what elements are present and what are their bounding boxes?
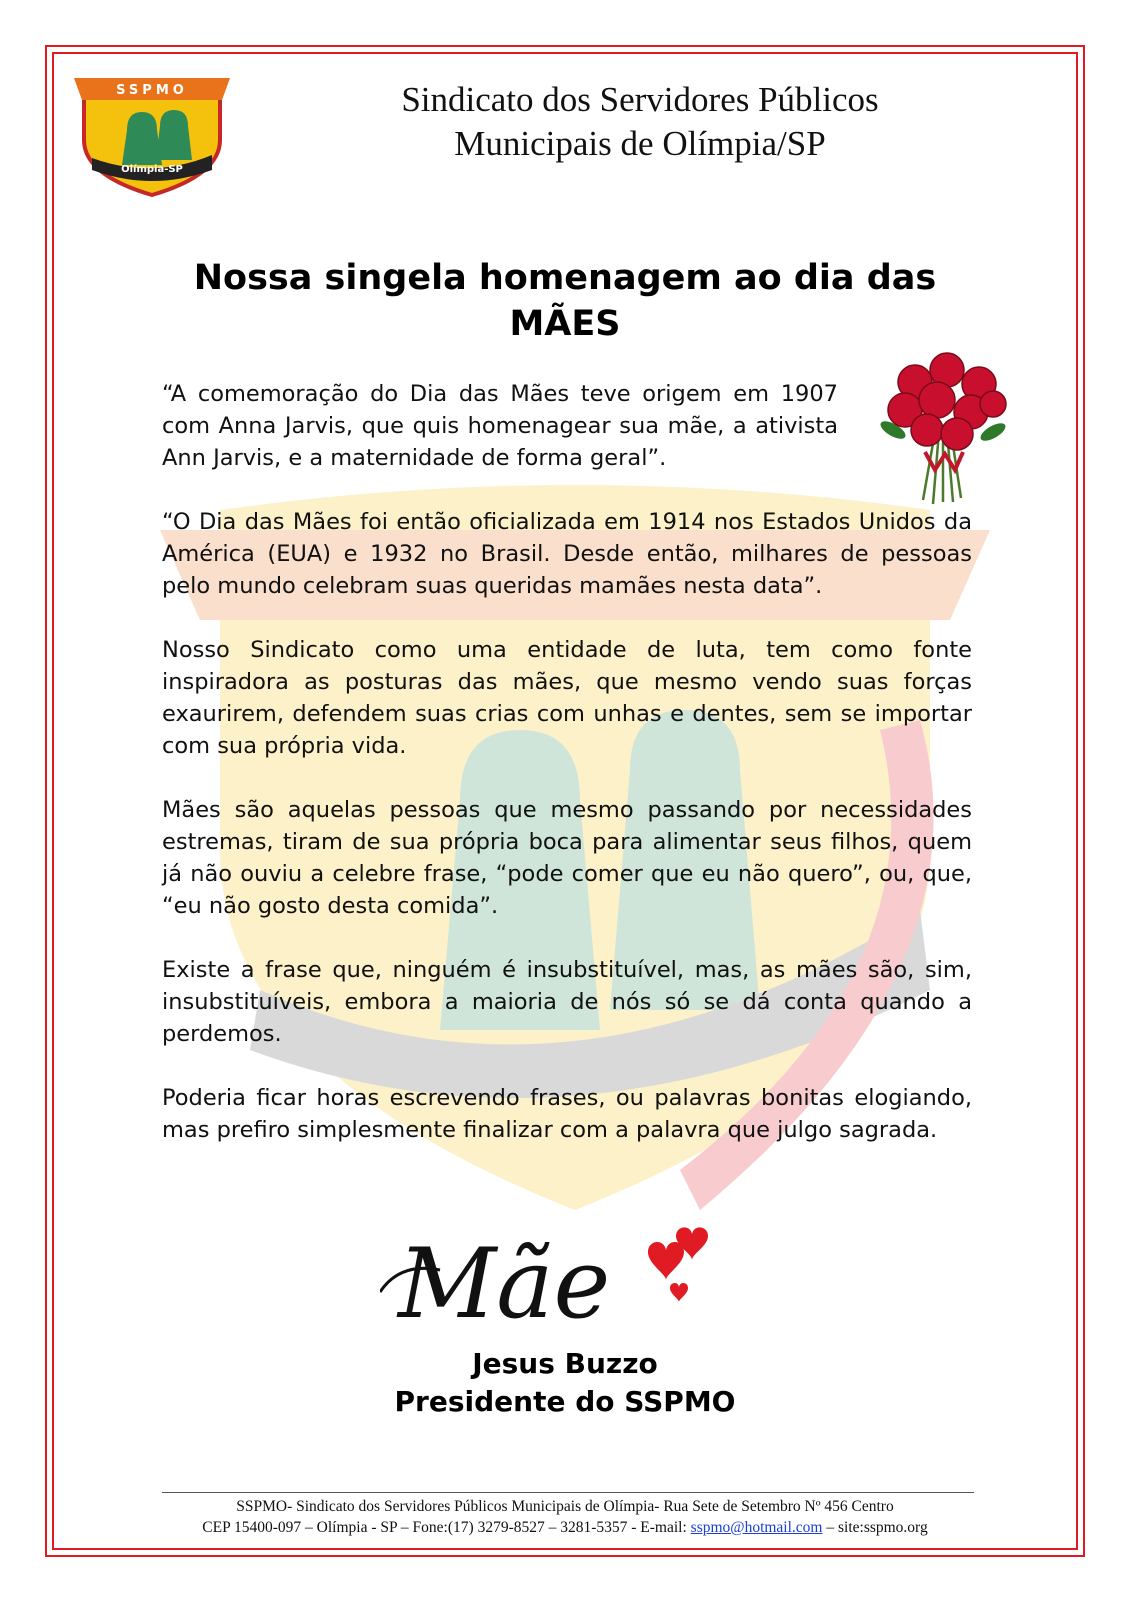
paragraph-1: “A comemoração do Dia das Mães teve origem em 1907 com Anna Jarvis, que quis homenagear sua mãe, a ativista Ann Jarvis, e a maternidade de forma geral”.	[162, 381, 838, 471]
signature-block	[300, 1345, 830, 1421]
logo-banner-text: SSPMO	[116, 83, 188, 98]
mae-logo	[380, 1222, 730, 1342]
paragraph-4: Mães são aquelas pessoas que mesmo passando por necessidades estremas, tiram de sua própria boca para alimentar seus filhos, quem já não ouviu a celebre frase, “pode comer que eu não quero”, ou, que, “eu não gosto desta comida”.	[162, 797, 972, 919]
paragraph-5: Existe a frase que, ninguém é insubstituível, mas, as mães são, sim, insubstituíveis, embora a maioria de nós só se dá conta quando a perdemos.	[162, 957, 972, 1047]
mae-word: Mãe	[398, 1228, 611, 1340]
footer-email-link[interactable]: sspmo@hotmail.com	[690, 1519, 823, 1536]
footer-address: SSPMO- Sindicato dos Servidores Públicos Municipais de Olímpia- Rua Sete de Setembro Nº 456 Centro	[236, 1498, 894, 1515]
body-text	[162, 378, 972, 1178]
footer-contact-prefix: CEP 15400-097 – Olímpia - SP – Fone:(17) 3279-8527 – 3281-5357 - E-mail:	[202, 1519, 691, 1536]
footer-site: – site:sspmo.org	[822, 1519, 928, 1536]
hearts-icon	[648, 1227, 708, 1302]
title-line2: MÃES	[509, 304, 621, 344]
signer-role: Presidente do SSPMO	[394, 1385, 736, 1418]
org-name-line2: Municipais de Olímpia/SP	[454, 124, 826, 163]
signer-name: Jesus Buzzo	[472, 1347, 658, 1380]
logo-city-text: Olímpia-SP	[121, 164, 183, 175]
org-name-line1: Sindicato dos Servidores Públicos	[401, 80, 879, 119]
paragraph-6: Poderia ficar horas escrevendo frases, ou palavras bonitas elogiando, mas prefiro simplesmente finalizar com a palavra que julgo sagrada.	[162, 1085, 972, 1143]
organization-name	[300, 78, 980, 166]
sspmo-logo	[72, 60, 232, 200]
footer-divider	[162, 1492, 974, 1493]
title-line1: Nossa singela homenagem ao dia das	[193, 258, 937, 298]
paragraph-2: “O Dia das Mães foi então oficializada em 1914 nos Estados Unidos da América (EUA) e 1932 no Brasil. Desde então, milhares de pessoas pelo mundo celebram suas queridas mamães nesta data”.	[162, 509, 972, 599]
footer-contact	[100, 1517, 1030, 1538]
paragraph-3: Nosso Sindicato como uma entidade de luta, tem como fonte inspiradora as posturas das mães, que mesmo vendo suas forças exaurirem, defendem suas crias com unhas e dentes, sem se importar com sua própria vida.	[162, 637, 972, 759]
footer	[100, 1496, 1030, 1538]
document-title	[160, 255, 970, 347]
